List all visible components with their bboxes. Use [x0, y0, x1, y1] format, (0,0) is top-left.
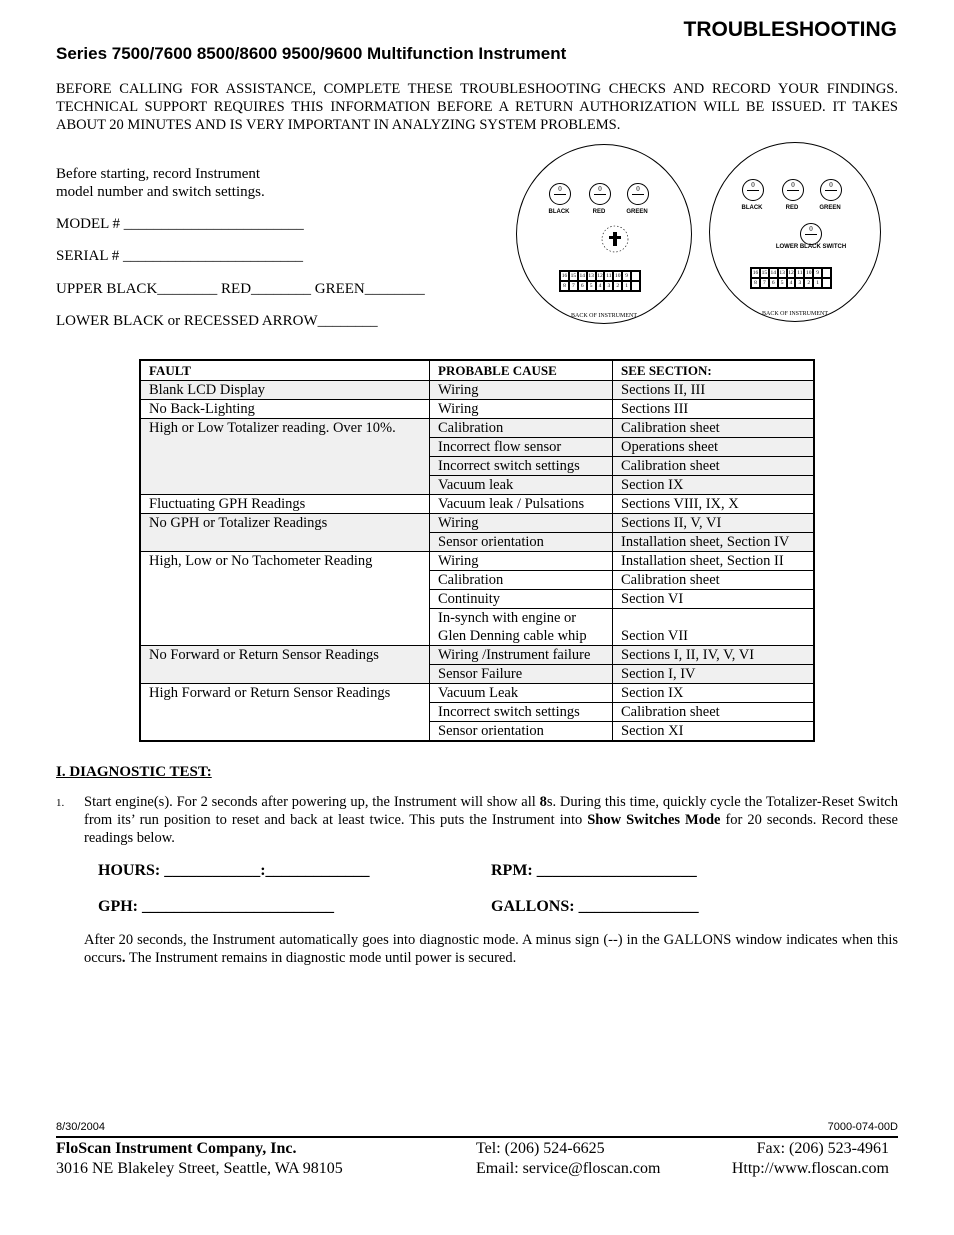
record-instructions [56, 165, 265, 201]
dip-switch-block: 16 15 14 13 12 11 10 9 8 7 6 5 4 3 2 1 [559, 270, 641, 292]
dip-switch-block: 16 15 14 13 12 11 10 9 8 7 6 5 4 3 2 1 [750, 267, 832, 289]
green-knob-icon: 0 [627, 183, 649, 205]
table-row [140, 552, 814, 571]
company-email[interactable]: Email: service@floscan.com [476, 1160, 661, 1177]
section-cell: Operations sheet [613, 438, 815, 457]
section-cell: Section I, IV [613, 665, 815, 684]
fault-cell: High or Low Totalizer reading. Over 10%. [140, 419, 430, 438]
table-row [140, 495, 814, 514]
footer-divider [56, 1136, 898, 1138]
green-label: GREEN [626, 209, 648, 215]
recessed-arrow-icon [599, 223, 631, 255]
instrument-back-diagram-left [516, 144, 692, 324]
rpm-field: RPM: ____________________ [491, 862, 697, 879]
section-cell: Section XI [613, 722, 815, 742]
lower-black-knob-icon: 0 [800, 223, 822, 245]
black-knob-icon: 0 [549, 183, 571, 205]
green-label: GREEN [819, 205, 841, 211]
fault-cell: Fluctuating GPH Readings [140, 495, 430, 514]
fault-cell [140, 533, 430, 552]
table-row [140, 665, 814, 684]
section-cell: Installation sheet, Section II [613, 552, 815, 571]
section-cell: Sections II, III [613, 381, 815, 400]
cause-cell: Wiring [430, 381, 613, 400]
cause-cell: Vacuum leak [430, 476, 613, 495]
section-cell: Section VII [613, 609, 815, 646]
table-row [140, 533, 814, 552]
section-cell: Sections III [613, 400, 815, 419]
back-of-instrument-label: BACK OF INSTRUMENT [570, 313, 637, 319]
table-row [140, 419, 814, 438]
cause-cell: Calibration [430, 571, 613, 590]
black-label: BLACK [741, 205, 763, 211]
table-row [140, 684, 814, 703]
serial-field: SERIAL # ________________________ [56, 248, 303, 264]
fault-cell: No Forward or Return Sensor Readings [140, 646, 430, 665]
table-row [140, 590, 814, 609]
table-row [140, 703, 814, 722]
table-row [140, 381, 814, 400]
fault-cell [140, 590, 430, 609]
lower-switch-field: LOWER BLACK or RECESSED ARROW________ [56, 313, 378, 329]
section-cell: Section VI [613, 590, 815, 609]
cause-cell: Vacuum leak / Pulsations [430, 495, 613, 514]
cause-cell: Sensor orientation [430, 533, 613, 552]
fault-table [139, 359, 815, 742]
cause-cell: Wiring /Instrument failure [430, 646, 613, 665]
section-cell: Calibration sheet [613, 571, 815, 590]
cause-cell: Calibration [430, 419, 613, 438]
lower-black-switch-label: LOWER BLACK SWITCH [775, 244, 847, 250]
cause-cell: Sensor Failure [430, 665, 613, 684]
section-cell: Sections II, V, VI [613, 514, 815, 533]
green-knob-icon: 0 [820, 179, 842, 201]
company-website[interactable]: Http://www.floscan.com [731, 1160, 889, 1177]
section-cell: Installation sheet, Section IV [613, 533, 815, 552]
fault-cell [140, 722, 430, 742]
page-title: TROUBLESHOOTING [683, 18, 897, 41]
black-label: BLACK [548, 209, 570, 215]
black-knob-icon: 0 [742, 179, 764, 201]
fault-cell [140, 571, 430, 590]
fault-cell [140, 665, 430, 684]
cause-cell: Incorrect switch settings [430, 457, 613, 476]
table-row [140, 438, 814, 457]
red-label: RED [592, 209, 606, 215]
cause-cell: Wiring [430, 514, 613, 533]
gallons-field: GALLONS: _______________ [491, 898, 699, 915]
fault-header: FAULT [140, 360, 430, 381]
back-of-instrument-label: BACK OF INSTRUMENT [761, 311, 828, 317]
cause-cell: Vacuum Leak [430, 684, 613, 703]
red-knob-icon: 0 [782, 179, 804, 201]
record-line-1: Before starting, record Instrument [56, 166, 261, 182]
fault-cell [140, 609, 430, 646]
table-row [140, 514, 814, 533]
diagnostic-mode-text: After 20 seconds, the Instrument automatically goes into diagnostic mode. A minus sign (--) in the GALLONS window indicates when this occurs. The Instrument remains in diagnostic mode until power is secured. [84, 932, 898, 966]
gph-field: GPH: ________________________ [98, 898, 334, 915]
company-fax: Fax: (206) 523-4961 [756, 1140, 889, 1157]
fault-cell [140, 476, 430, 495]
table-row [140, 722, 814, 742]
cause-cell: In-synch with engine or Glen Denning cable whip [430, 609, 613, 646]
fault-cell [140, 438, 430, 457]
company-address: 3016 NE Blakeley Street, Seattle, WA 98105 [56, 1160, 343, 1177]
red-knob-icon: 0 [589, 183, 611, 205]
diagnostic-heading: I. DIAGNOSTIC TEST: [56, 764, 212, 780]
record-line-2: model number and switch settings. [56, 184, 265, 200]
fault-cell [140, 703, 430, 722]
fault-cell: High, Low or No Tachometer Reading [140, 552, 430, 571]
instrument-back-diagram-right [709, 142, 881, 322]
section-cell: Sections VIII, IX, X [613, 495, 815, 514]
cause-cell: Sensor orientation [430, 722, 613, 742]
step-number: 1. [56, 797, 65, 809]
fault-cell: No GPH or Totalizer Readings [140, 514, 430, 533]
section-cell: Calibration sheet [613, 419, 815, 438]
cause-cell: Wiring [430, 400, 613, 419]
fault-cell: High Forward or Return Sensor Readings [140, 684, 430, 703]
intro-paragraph: BEFORE CALLING FOR ASSISTANCE, COMPLETE THESE TROUBLESHOOTING CHECKS AND RECORD YOUR FINDINGS. TECHNICAL SUPPORT REQUIRES THIS INFORMATION BEFORE A RETURN AUTHORIZATION WILL BE ISSUED. IT TAKES ABOUT 20 MINUTES AND IS VERY IMPORTANT IN ANALYZING SYSTEM PROBLEMS. [56, 81, 898, 133]
company-tel: Tel: (206) 524-6625 [476, 1140, 605, 1157]
company-name: FloScan Instrument Company, Inc. [56, 1140, 297, 1157]
hours-field: HOURS: ____________:_____________ [98, 862, 370, 879]
footer-date: 8/30/2004 [56, 1121, 105, 1133]
cause-header: PROBABLE CAUSE [430, 360, 613, 381]
cause-cell: Incorrect switch settings [430, 703, 613, 722]
table-row [140, 400, 814, 419]
upper-switch-field: UPPER BLACK________ RED________ GREEN________ [56, 281, 425, 297]
red-label: RED [785, 205, 799, 211]
footer-doc-number: 7000-074-00D [827, 1121, 898, 1133]
cause-cell: Incorrect flow sensor [430, 438, 613, 457]
section-cell: Calibration sheet [613, 457, 815, 476]
section-cell: Section IX [613, 476, 815, 495]
fault-cell [140, 457, 430, 476]
step-1-text: Start engine(s). For 2 seconds after powering up, the Instrument will show all 8s. During this time, quickly cycle the Totalizer-Reset Switch from its’ run position to reset and back at least twice. This puts the Instrument into Show Switches Mode for 20 seconds. Record these readings below. [84, 794, 898, 846]
section-header: SEE SECTION: [613, 360, 815, 381]
section-cell: Calibration sheet [613, 703, 815, 722]
cause-cell: Continuity [430, 590, 613, 609]
section-cell: Section IX [613, 684, 815, 703]
series-title: Series 7500/7600 8500/8600 9500/9600 Multifunction Instrument [56, 44, 567, 63]
table-row [140, 609, 814, 646]
cause-cell: Wiring [430, 552, 613, 571]
table-row [140, 646, 814, 665]
model-field: MODEL # ________________________ [56, 216, 304, 232]
table-row [140, 476, 814, 495]
section-cell: Sections I, II, IV, V, VI [613, 646, 815, 665]
fault-cell: Blank LCD Display [140, 381, 430, 400]
fault-cell: No Back-Lighting [140, 400, 430, 419]
table-row [140, 457, 814, 476]
table-row [140, 571, 814, 590]
